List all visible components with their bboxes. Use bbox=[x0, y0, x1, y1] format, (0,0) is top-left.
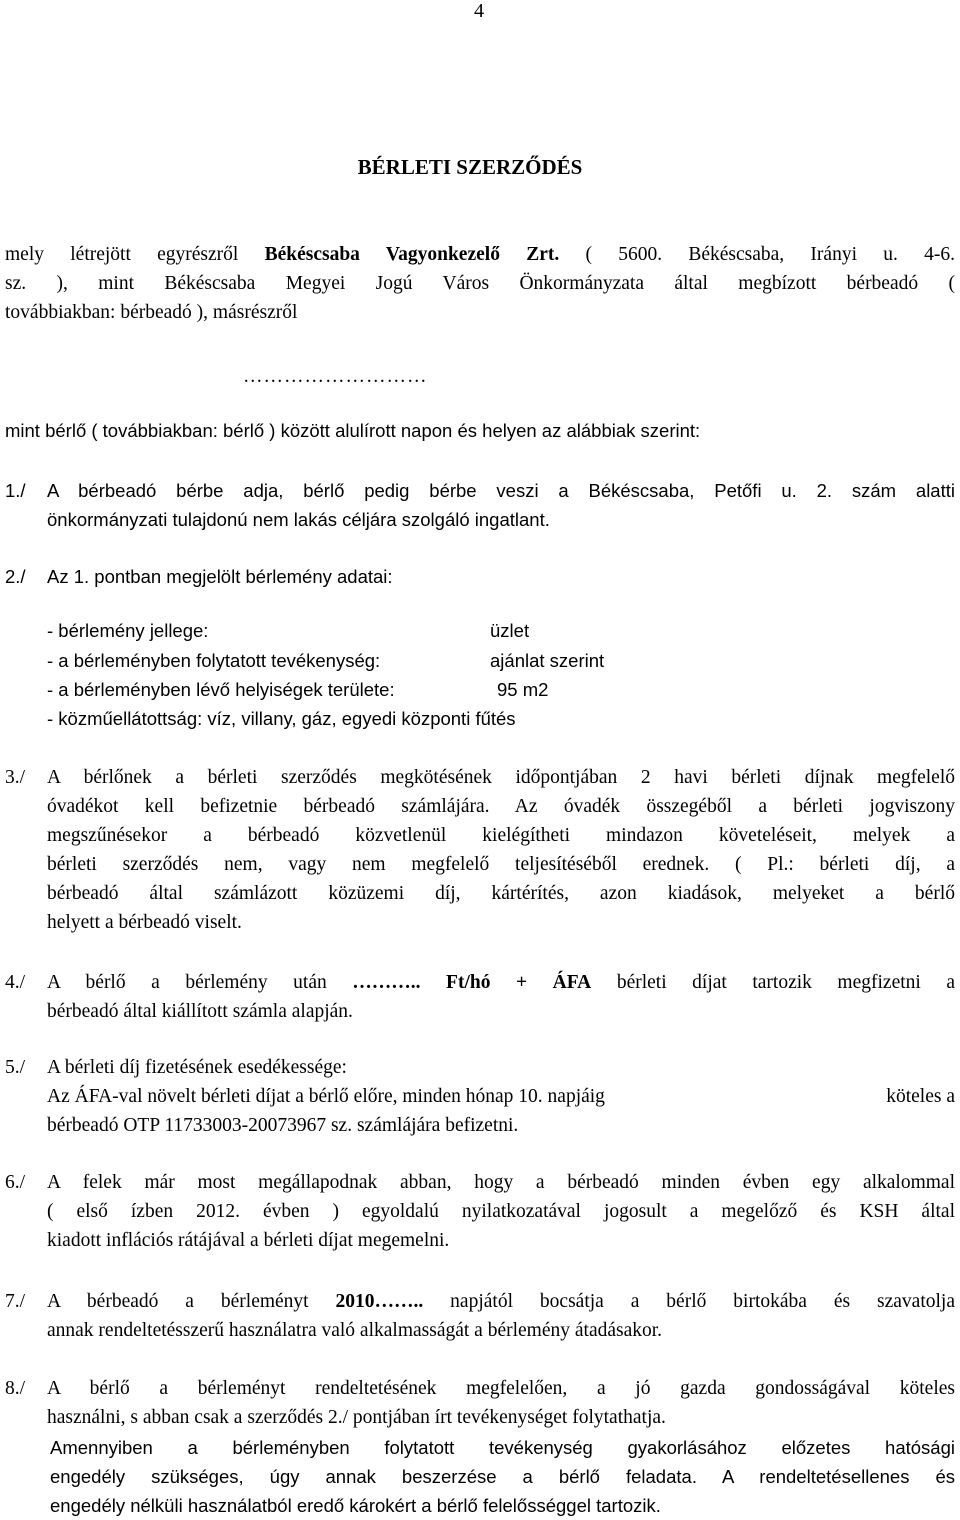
section-number: 5./ bbox=[5, 1057, 26, 1078]
premises-item-value: üzlet bbox=[490, 620, 530, 641]
section-1-line-2: önkormányzati tulajdonú nem lakás céljára szolgáló ingatlant. bbox=[47, 509, 550, 530]
section-3: 3./ A bérlőnek a bérleti szerződés megkötésének időpontjában 2 havi bérleti díjnak megfelelő óvadékot kell befizetnie bérbeadó számlájára. Az óvadék összegéből a bérleti jogviszony megszűnésekor a bérbeadó közvetlenül kielégítheti mindazon követeléseit, melyek a bérleti szerződés nem, vagy nem megfelelő teljesítéséből erednek. ( Pl.: bérleti díj, a bérbeadó által számlázott közüzemi díj, kártérítés, azon kiadások, melyeket a bérlő helyett a bérbeadó viselt. bbox=[5, 763, 955, 937]
intro-line-3: továbbiakban: bérbeadó ), másrészről bbox=[5, 302, 298, 323]
section-1 bbox=[5, 476, 955, 534]
bank-account: bérbeadó OTP 11733003-20073967 sz. számlájára befizetni. bbox=[47, 1115, 519, 1136]
page-number: 4 bbox=[474, 0, 484, 22]
section-2 bbox=[5, 562, 955, 591]
premises-item: - bérlemény jellege: bbox=[47, 620, 209, 641]
section-number: 3./ bbox=[5, 767, 26, 788]
document-title: BÉRLETI SZERZŐDÉS bbox=[357, 155, 583, 179]
premises-item: - közműellátottság: víz, villany, gáz, egyedi központi fűtés bbox=[47, 708, 516, 729]
premises-item-value: ajánlat szerint bbox=[490, 650, 605, 671]
section-number: 4./ bbox=[5, 972, 26, 993]
section-7: 7./ A bérbeadó a bérleményt 2010…….. napjától bocsátja a bérlő birtokába és szavatolja annak rendeltetésszerű használatra való alkalmasságát a bérlemény átadásakor. bbox=[5, 1287, 955, 1345]
section-number: 8./ bbox=[5, 1378, 26, 1399]
section-6: 6./ A felek már most megállapodnak abban, hogy a bérbeadó minden évben egy alkalommal ( első ízben 2012. évben ) egyoldalú nyilatkozatával jogosult a megelőző és KSH által kiadott inflációs rátájával a bérleti díjat megemelni. bbox=[5, 1168, 955, 1255]
section-number: 6./ bbox=[5, 1172, 26, 1193]
tenant-name-placeholder: ……………………… bbox=[243, 366, 428, 387]
rent-amount: ……….. Ft/hó + ÁFA bbox=[352, 972, 592, 993]
premises-item: - a bérleményben folytatott tevékenység: bbox=[47, 650, 381, 671]
section-4: 4./ A bérlő a bérlemény után ……….. Ft/hó + ÁFA bérleti díjat tartozik megfizetni a bérbeadó által kiállított számla alapján. bbox=[5, 968, 955, 1026]
section-1-line-1: A bérbeadó bérbe adja, bérlő pedig bérbe veszi a Békéscsaba, Petőfi u. 2. szám alatti bbox=[47, 480, 955, 501]
intro-line-2: sz. ), mint Békéscsaba Megyei Jogú Város Önkormányzata által megbízott bérbeadó ( bbox=[5, 273, 955, 294]
lessor-name: Békéscsaba Vagyonkezelő Zrt. bbox=[264, 244, 560, 265]
section-2-text: Az 1. pontban megjelölt bérlemény adatai: bbox=[47, 566, 393, 587]
section-5: 5./ A bérleti díj fizetésének esedékessége: Az ÁFA-val növelt bérleti díjat a bérlő előre, minden hónap 10. napjáig köteles a bérbeadó OTP 11733003-20073967 sz. számlájára befizetni. bbox=[5, 1053, 955, 1140]
section-number: 1./ bbox=[5, 480, 26, 501]
intro-line-1: mely létrejött egyrészről Békéscsaba Vagyonkezelő Zrt. ( 5600. Békéscsaba, Irányi u. 4-6. bbox=[5, 244, 955, 265]
section-8-extra: Amennyiben a bérleményben folytatott tevékenység gyakorlásához előzetes hatósági engedély szükséges, úgy annak beszerzése a bérlő feladata. A rendeltetésellenes és engedély nélküli használatból eredő károkért a bérlő felelősséggel tartozik. bbox=[50, 1437, 955, 1516]
intro-paragraph bbox=[5, 240, 955, 327]
section-8: 8./ A bérlő a bérleményt rendeltetésének megfelelően, a jó gazda gondosságával köteles használni, s abban csak a szerződés 2./ pontjában írt tevékenységet folytathatja. bbox=[5, 1374, 955, 1432]
premises-item: - a bérleményben lévő helyiségek területe: bbox=[47, 679, 395, 700]
section-number: 7./ bbox=[5, 1291, 26, 1312]
handover-date: 2010…….. bbox=[335, 1291, 424, 1312]
intro-line-4: mint bérlő ( továbbiakban: bérlő ) között alulírott napon és helyen az alábbiak szerint: bbox=[5, 420, 701, 441]
section-number: 2./ bbox=[5, 566, 26, 587]
premises-item-value: 95 m2 bbox=[497, 679, 549, 700]
